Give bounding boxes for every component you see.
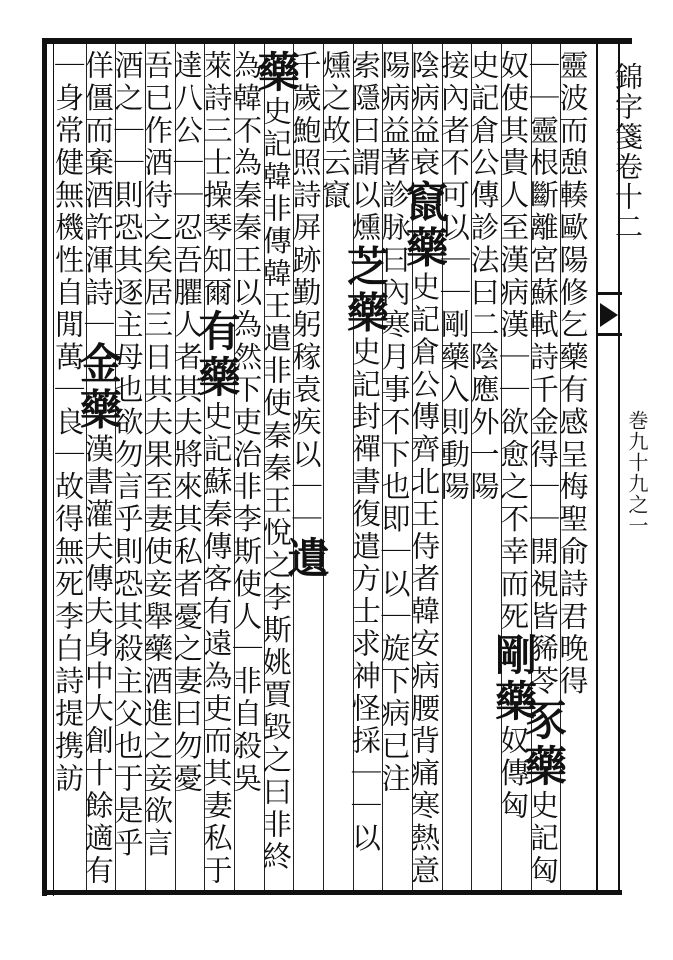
column-text: 漢書灌夫傳夫身中大創十餘適有 (80, 433, 115, 888)
text-column (169, 50, 204, 886)
column-text: 奴使其貴人至漢病漢｜｜欲愈之不幸而死 (496, 50, 531, 634)
headword: 藥 (251, 50, 301, 96)
text-column (110, 50, 145, 886)
column-text: 千歲鮑照詩屏跡勤躬稼袁疾以｜｜ (288, 50, 323, 536)
column-text: 史記封禪書復遣方士求神怪採｜｜以 (347, 336, 382, 855)
column-text: 史記倉公傳齊北王侍者韓安病腰背痛寒熱意 (407, 271, 442, 888)
text-column (73, 50, 123, 888)
text-column (192, 50, 242, 888)
text-column (489, 50, 539, 886)
center-fold-line (596, 38, 598, 893)
text-column (51, 50, 86, 886)
text-column (251, 50, 301, 886)
text-column (466, 50, 501, 886)
column-text: 史記匈 (525, 790, 560, 888)
headword: 剛藥 (489, 633, 539, 726)
text-column (436, 50, 471, 886)
headword: 金藥 (73, 341, 123, 434)
column-text: 酒之｜｜則恐其逐主母也欲勿言乎則恐其殺主父也于是乎 (110, 50, 145, 860)
column-text: 史記蘇秦傳客有遠為吏而其妻私于 (199, 401, 234, 888)
column-text: 燻之故云竄 (318, 50, 353, 212)
headword: 有藥 (192, 309, 242, 402)
text-column (377, 50, 412, 886)
column-text: 史記韓非傳韓王遣非使秦秦王悅之李斯姚賈毀之曰非終 (258, 96, 293, 874)
column-text: 靈波而憩輳歐陽修乞藥有感呈梅聖俞詩君晚得 (555, 50, 590, 698)
column-text: 史記倉公傳診法曰二陰應外一陽 (466, 50, 501, 504)
fishtail-mark (598, 292, 622, 336)
column-text: 奴傳匈 (496, 725, 531, 823)
text-column (318, 50, 353, 886)
headword: 芝藥 (340, 244, 390, 337)
text-column (281, 50, 331, 886)
column-text: ｜｜靈根斷離宮蘇軾詩千金得｜｜開視皆豨苓 (525, 50, 560, 698)
headword: 竄藥 (400, 179, 450, 272)
text-column (400, 50, 450, 888)
text-column (140, 50, 175, 886)
frame-top-border (42, 38, 632, 44)
column-text: 佯僵而棄酒許渾詩｜ (80, 50, 115, 342)
column-text: 陰病益衰 (407, 50, 442, 180)
headword: 豕藥 (518, 698, 568, 790)
frame-bottom-border (42, 890, 622, 895)
column-text: 吾已作酒待之矣居三日其夫果至妻使妾舉藥酒進之妾欲言 (140, 50, 175, 860)
text-column (229, 50, 264, 886)
margin-book-title: 錦字箋卷十二 (611, 62, 644, 242)
frame-left-border (42, 38, 47, 896)
column-text: 陽病益著診脉曰內寒月事不下也即｜以｜旋下病已注 (377, 50, 412, 796)
margin-volume-label: 巻九十九之一 (625, 410, 649, 536)
column-text: 萊詩三士操琴知爾 (199, 50, 234, 310)
headword: 遺 (281, 536, 331, 582)
column-text: 接內者不可以｜｜剛藥入則動陽 (436, 50, 471, 504)
column-text: ｜身常健無機性自閒萬｜良｜故得無死李白詩提携訪 (51, 50, 86, 796)
column-text: 為韓不為秦秦王以為然下吏治非李斯使人｜非自殺吳 (229, 50, 264, 796)
column-text: 達八公｜｜忍吾臞人者其夫將來其私者憂之妻曰勿憂 (169, 50, 204, 796)
text-column (518, 50, 568, 888)
text-column (340, 50, 390, 886)
column-text: 索隱曰謂以燻 (347, 50, 382, 245)
